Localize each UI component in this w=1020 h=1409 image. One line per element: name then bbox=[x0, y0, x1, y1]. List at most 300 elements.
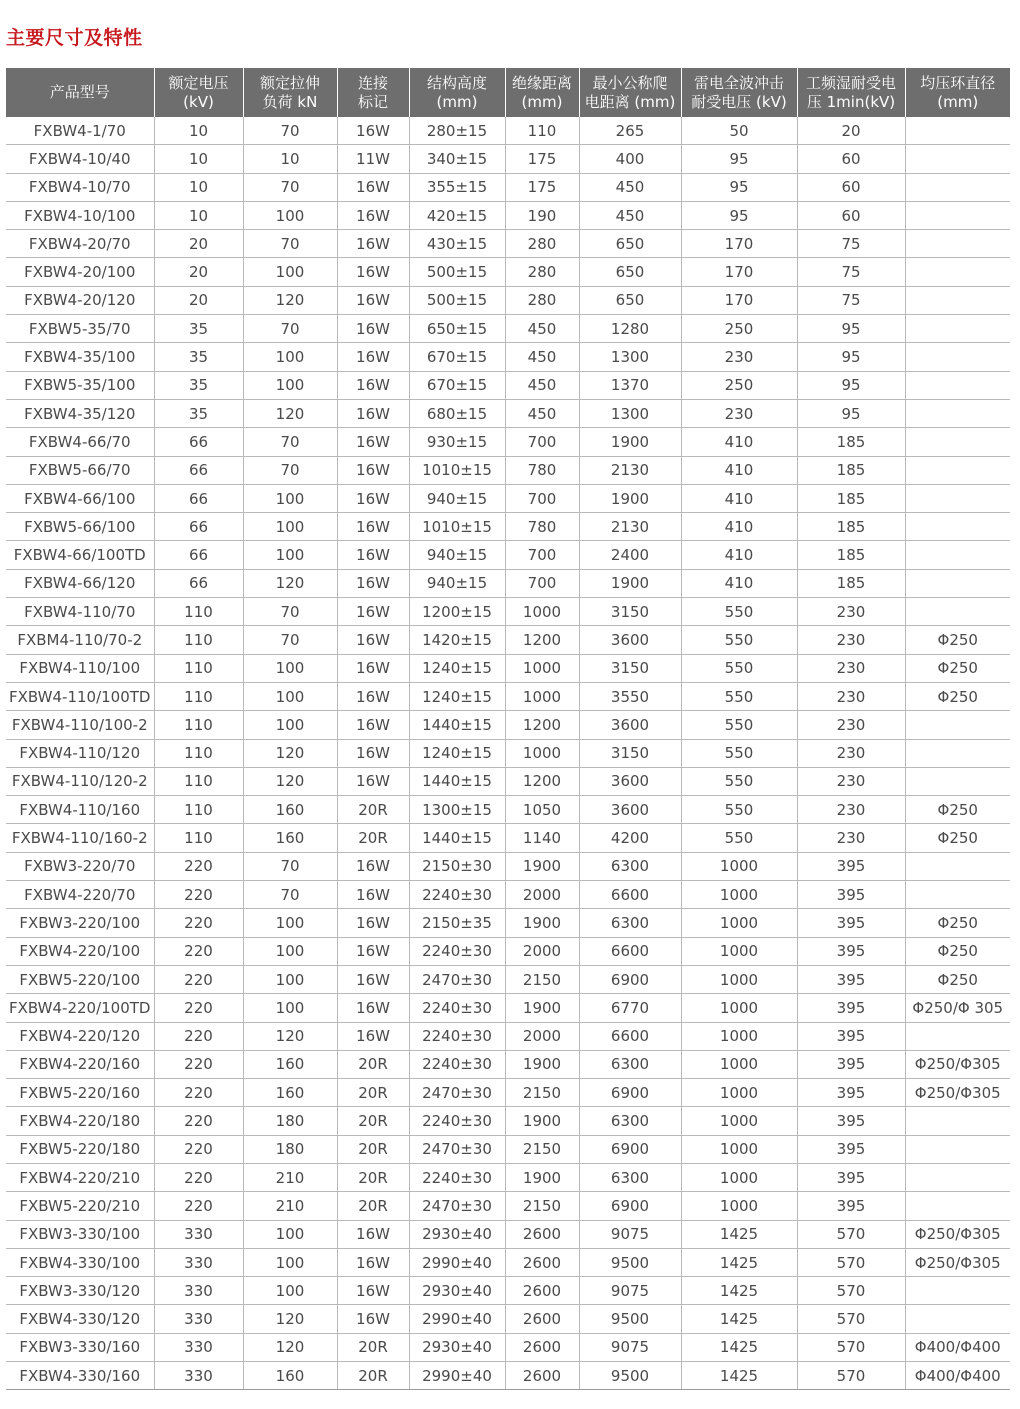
table-cell: 1300±15 bbox=[409, 796, 505, 824]
table-cell: 2600 bbox=[505, 1362, 579, 1390]
model-cell: FXBW3-220/70 bbox=[6, 852, 154, 880]
table-cell: 95 bbox=[797, 371, 905, 399]
table-row bbox=[6, 1333, 1010, 1361]
table-cell: 570 bbox=[797, 1277, 905, 1305]
table-cell: 66 bbox=[154, 569, 243, 597]
table-cell: 220 bbox=[154, 1022, 243, 1050]
table-cell: 16W bbox=[337, 201, 409, 229]
table-cell bbox=[905, 767, 1010, 795]
table-cell: 16W bbox=[337, 343, 409, 371]
table-row bbox=[6, 626, 1010, 654]
table-row bbox=[6, 541, 1010, 569]
column-header bbox=[337, 68, 409, 117]
table-cell bbox=[905, 145, 1010, 173]
column-header bbox=[579, 68, 681, 117]
table-cell: 330 bbox=[154, 1220, 243, 1248]
table-cell: 220 bbox=[154, 937, 243, 965]
table-cell: 1300 bbox=[579, 343, 681, 371]
table-cell: 650 bbox=[579, 258, 681, 286]
table-cell: 1000 bbox=[681, 881, 797, 909]
table-row bbox=[6, 230, 1010, 258]
column-header-line: (mm) bbox=[937, 92, 979, 111]
table-cell: 70 bbox=[243, 881, 337, 909]
column-header bbox=[154, 68, 243, 117]
table-cell: 450 bbox=[505, 343, 579, 371]
table-row bbox=[6, 513, 1010, 541]
column-header bbox=[905, 68, 1010, 117]
table-header bbox=[6, 68, 1010, 117]
column-header bbox=[681, 68, 797, 117]
column-header-line: 绝缘距离 bbox=[511, 73, 572, 92]
table-cell: 330 bbox=[154, 1248, 243, 1276]
table-cell: 95 bbox=[681, 145, 797, 173]
model-cell: FXBW4-66/100TD bbox=[6, 541, 154, 569]
table-cell: 2930±40 bbox=[409, 1220, 505, 1248]
table-cell: 66 bbox=[154, 456, 243, 484]
table-cell: 1000 bbox=[505, 598, 579, 626]
table-cell: 230 bbox=[797, 796, 905, 824]
table-cell: 6300 bbox=[579, 852, 681, 880]
table-cell: 2150 bbox=[505, 1192, 579, 1220]
table-cell: 16W bbox=[337, 117, 409, 145]
table-cell bbox=[905, 569, 1010, 597]
table-cell: Φ400/Φ400 bbox=[905, 1362, 1010, 1390]
table-cell: 2990±40 bbox=[409, 1362, 505, 1390]
table-cell bbox=[905, 1107, 1010, 1135]
table-cell: 2600 bbox=[505, 1333, 579, 1361]
table-row bbox=[6, 739, 1010, 767]
table-row bbox=[6, 965, 1010, 993]
table-cell: 210 bbox=[243, 1163, 337, 1191]
model-cell: FXBW5-35/100 bbox=[6, 371, 154, 399]
table-cell bbox=[905, 173, 1010, 201]
table-cell: 16W bbox=[337, 1220, 409, 1248]
table-cell: 1900 bbox=[505, 1050, 579, 1078]
table-cell: 16W bbox=[337, 654, 409, 682]
model-cell: FXBW5-66/100 bbox=[6, 513, 154, 541]
table-cell: 110 bbox=[154, 626, 243, 654]
table-cell: 650 bbox=[579, 230, 681, 258]
table-cell: 20 bbox=[154, 286, 243, 314]
model-cell: FXBW4-66/100 bbox=[6, 484, 154, 512]
table-row bbox=[6, 315, 1010, 343]
table-cell: 550 bbox=[681, 654, 797, 682]
table-cell: 70 bbox=[243, 428, 337, 456]
table-cell: 230 bbox=[797, 654, 905, 682]
table-row bbox=[6, 484, 1010, 512]
table-cell: 100 bbox=[243, 937, 337, 965]
table-cell bbox=[905, 230, 1010, 258]
table-cell: 670±15 bbox=[409, 371, 505, 399]
table-cell: 2930±40 bbox=[409, 1333, 505, 1361]
table-cell: 1000 bbox=[681, 965, 797, 993]
table-row bbox=[6, 456, 1010, 484]
table-cell: 20R bbox=[337, 1163, 409, 1191]
table-cell bbox=[905, 201, 1010, 229]
table-cell: 100 bbox=[243, 654, 337, 682]
table-cell: 110 bbox=[154, 682, 243, 710]
table-cell: 6300 bbox=[579, 1050, 681, 1078]
table-cell: 100 bbox=[243, 1220, 337, 1248]
table-cell: 16W bbox=[337, 399, 409, 427]
table-cell: 3600 bbox=[579, 796, 681, 824]
table-cell: 1420±15 bbox=[409, 626, 505, 654]
table-cell: 20 bbox=[154, 258, 243, 286]
table-cell: 1000 bbox=[681, 1192, 797, 1220]
column-header-line: (mm) bbox=[436, 92, 478, 111]
table-cell: 20R bbox=[337, 824, 409, 852]
model-cell: FXBW4-220/180 bbox=[6, 1107, 154, 1135]
table-cell: 35 bbox=[154, 315, 243, 343]
model-cell: FXBW5-66/70 bbox=[6, 456, 154, 484]
table-cell: 3550 bbox=[579, 682, 681, 710]
model-cell: FXBW4-1/70 bbox=[6, 117, 154, 145]
table-cell: 2000 bbox=[505, 937, 579, 965]
model-cell: FXBW4-330/100 bbox=[6, 1248, 154, 1276]
table-cell bbox=[905, 117, 1010, 145]
table-cell: 450 bbox=[505, 399, 579, 427]
table-cell: 680±15 bbox=[409, 399, 505, 427]
table-cell bbox=[905, 598, 1010, 626]
table-cell: 95 bbox=[681, 201, 797, 229]
column-header-line: 连接 bbox=[357, 73, 388, 92]
table-cell: 700 bbox=[505, 541, 579, 569]
model-cell: FXBW3-330/100 bbox=[6, 1220, 154, 1248]
table-cell: 100 bbox=[243, 909, 337, 937]
model-cell: FXBW4-10/70 bbox=[6, 173, 154, 201]
table-cell: 6300 bbox=[579, 909, 681, 937]
table-cell: 185 bbox=[797, 569, 905, 597]
table-row bbox=[6, 937, 1010, 965]
table-cell: 1000 bbox=[681, 909, 797, 937]
table-cell bbox=[905, 1305, 1010, 1333]
table-cell: 16W bbox=[337, 230, 409, 258]
table-cell: 20R bbox=[337, 796, 409, 824]
table-cell: 170 bbox=[681, 230, 797, 258]
table-cell: 1000 bbox=[681, 852, 797, 880]
model-cell: FXBW4-20/120 bbox=[6, 286, 154, 314]
table-cell: 6900 bbox=[579, 1192, 681, 1220]
table-cell: 2130 bbox=[579, 513, 681, 541]
table-cell: 2240±30 bbox=[409, 1163, 505, 1191]
table-cell: 1000 bbox=[681, 1107, 797, 1135]
table-cell: 16W bbox=[337, 852, 409, 880]
table-cell bbox=[905, 1192, 1010, 1220]
table-cell: 570 bbox=[797, 1305, 905, 1333]
table-cell: 120 bbox=[243, 767, 337, 795]
table-cell: 180 bbox=[243, 1135, 337, 1163]
table-cell: Φ250/Φ305 bbox=[905, 1050, 1010, 1078]
table-cell: 60 bbox=[797, 145, 905, 173]
table-cell: 1425 bbox=[681, 1220, 797, 1248]
table-cell: 410 bbox=[681, 456, 797, 484]
model-cell: FXBW5-220/180 bbox=[6, 1135, 154, 1163]
table-cell: 2990±40 bbox=[409, 1248, 505, 1276]
column-header-line: 结构高度 bbox=[426, 73, 487, 92]
table-cell: 930±15 bbox=[409, 428, 505, 456]
table-cell: 1000 bbox=[505, 739, 579, 767]
table-cell: Φ250 bbox=[905, 626, 1010, 654]
table-cell: 2000 bbox=[505, 1022, 579, 1050]
table-cell: 70 bbox=[243, 456, 337, 484]
table-cell: 220 bbox=[154, 909, 243, 937]
table-cell: 110 bbox=[154, 654, 243, 682]
model-cell: FXBW4-110/100-2 bbox=[6, 711, 154, 739]
table-cell: 170 bbox=[681, 286, 797, 314]
table-cell: 1200 bbox=[505, 767, 579, 795]
table-cell: 100 bbox=[243, 484, 337, 512]
table-cell: 1440±15 bbox=[409, 767, 505, 795]
model-cell: FXBW5-35/70 bbox=[6, 315, 154, 343]
table-cell: 2470±30 bbox=[409, 1079, 505, 1107]
table-cell: 2240±30 bbox=[409, 881, 505, 909]
table-cell bbox=[905, 343, 1010, 371]
table-cell: 20R bbox=[337, 1135, 409, 1163]
table-cell: 550 bbox=[681, 711, 797, 739]
table-cell: 16W bbox=[337, 569, 409, 597]
table-cell: 2600 bbox=[505, 1305, 579, 1333]
table-cell: 280±15 bbox=[409, 117, 505, 145]
table-row bbox=[6, 1305, 1010, 1333]
model-cell: FXBW4-220/100TD bbox=[6, 994, 154, 1022]
table-row bbox=[6, 1362, 1010, 1390]
table-cell: 2470±30 bbox=[409, 1192, 505, 1220]
table-cell bbox=[905, 371, 1010, 399]
table-cell: 16W bbox=[337, 258, 409, 286]
table-cell: 16W bbox=[337, 315, 409, 343]
table-cell: 395 bbox=[797, 1107, 905, 1135]
table-cell: 550 bbox=[681, 767, 797, 795]
table-cell: 220 bbox=[154, 881, 243, 909]
table-row bbox=[6, 654, 1010, 682]
table-cell: 20 bbox=[797, 117, 905, 145]
table-cell: 95 bbox=[797, 343, 905, 371]
table-cell: 185 bbox=[797, 428, 905, 456]
table-cell: 395 bbox=[797, 937, 905, 965]
table-cell: 570 bbox=[797, 1220, 905, 1248]
table-cell: 395 bbox=[797, 852, 905, 880]
table-cell: Φ250 bbox=[905, 682, 1010, 710]
table-cell: 185 bbox=[797, 456, 905, 484]
table-row bbox=[6, 201, 1010, 229]
table-cell: 2150 bbox=[505, 1079, 579, 1107]
table-cell: 700 bbox=[505, 484, 579, 512]
table-cell bbox=[905, 315, 1010, 343]
table-cell bbox=[905, 484, 1010, 512]
table-cell: 230 bbox=[797, 739, 905, 767]
table-cell: 330 bbox=[154, 1277, 243, 1305]
model-cell: FXBW4-220/100 bbox=[6, 937, 154, 965]
table-cell: 120 bbox=[243, 399, 337, 427]
table-cell bbox=[905, 1135, 1010, 1163]
table-cell: 1425 bbox=[681, 1248, 797, 1276]
table-cell: 16W bbox=[337, 1248, 409, 1276]
table-row bbox=[6, 1050, 1010, 1078]
table-cell: 2150 bbox=[505, 965, 579, 993]
column-header-line: 负荷 kN bbox=[262, 92, 318, 111]
table-cell: 395 bbox=[797, 994, 905, 1022]
table-cell: 1425 bbox=[681, 1362, 797, 1390]
table-cell: 2240±30 bbox=[409, 994, 505, 1022]
table-cell: 16W bbox=[337, 598, 409, 626]
table-cell: 2240±30 bbox=[409, 1022, 505, 1050]
table-cell: 20R bbox=[337, 1192, 409, 1220]
table-cell: 1010±15 bbox=[409, 513, 505, 541]
table-cell: 1440±15 bbox=[409, 711, 505, 739]
table-cell: 570 bbox=[797, 1362, 905, 1390]
table-cell: Φ250/Φ 305 bbox=[905, 994, 1010, 1022]
table-cell: 395 bbox=[797, 1050, 905, 1078]
table-cell: 395 bbox=[797, 1135, 905, 1163]
table-cell bbox=[905, 1022, 1010, 1050]
table-cell: 2130 bbox=[579, 456, 681, 484]
table-cell: 100 bbox=[243, 513, 337, 541]
model-cell: FXBW4-110/120 bbox=[6, 739, 154, 767]
table-cell: 50 bbox=[681, 117, 797, 145]
table-cell: 3600 bbox=[579, 767, 681, 795]
table-cell: 395 bbox=[797, 909, 905, 937]
table-cell: 95 bbox=[681, 173, 797, 201]
model-cell: FXBW4-330/160 bbox=[6, 1362, 154, 1390]
table-cell: 6300 bbox=[579, 1163, 681, 1191]
model-cell: FXBW4-220/70 bbox=[6, 881, 154, 909]
table-cell: 330 bbox=[154, 1333, 243, 1361]
table-cell: 1000 bbox=[681, 937, 797, 965]
model-cell: FXBW4-10/40 bbox=[6, 145, 154, 173]
table-cell: 340±15 bbox=[409, 145, 505, 173]
table-cell: 500±15 bbox=[409, 286, 505, 314]
table-cell: 1900 bbox=[579, 484, 681, 512]
spec-table bbox=[6, 68, 1010, 1390]
table-cell: 650±15 bbox=[409, 315, 505, 343]
table-cell: 66 bbox=[154, 513, 243, 541]
table-cell bbox=[905, 456, 1010, 484]
table-cell: 1370 bbox=[579, 371, 681, 399]
table-cell bbox=[905, 881, 1010, 909]
table-row bbox=[6, 682, 1010, 710]
table-cell: 10 bbox=[154, 117, 243, 145]
table-cell: 220 bbox=[154, 1135, 243, 1163]
table-cell: 400 bbox=[579, 145, 681, 173]
table-row bbox=[6, 881, 1010, 909]
table-cell: 2400 bbox=[579, 541, 681, 569]
table-cell: 280 bbox=[505, 286, 579, 314]
model-cell: FXBM4-110/70-2 bbox=[6, 626, 154, 654]
table-cell: 160 bbox=[243, 796, 337, 824]
table-cell: 210 bbox=[243, 1192, 337, 1220]
table-cell: 60 bbox=[797, 201, 905, 229]
table-row bbox=[6, 1079, 1010, 1107]
table-cell: 16W bbox=[337, 1277, 409, 1305]
table-cell: 700 bbox=[505, 569, 579, 597]
table-cell: 20R bbox=[337, 1333, 409, 1361]
table-row bbox=[6, 852, 1010, 880]
table-row bbox=[6, 1135, 1010, 1163]
table-cell: 9075 bbox=[579, 1277, 681, 1305]
table-cell: 230 bbox=[681, 399, 797, 427]
model-cell: FXBW4-220/120 bbox=[6, 1022, 154, 1050]
column-header-line: 压 1min(kV) bbox=[806, 92, 896, 111]
table-cell: 16W bbox=[337, 711, 409, 739]
table-cell: 6770 bbox=[579, 994, 681, 1022]
table-row bbox=[6, 399, 1010, 427]
table-cell: 420±15 bbox=[409, 201, 505, 229]
column-header-line: 雷电全波冲击 bbox=[693, 73, 784, 92]
column-header bbox=[409, 68, 505, 117]
table-cell: 1900 bbox=[505, 852, 579, 880]
column-header-line: 耐受电压 (kV) bbox=[691, 92, 787, 111]
table-cell: 100 bbox=[243, 371, 337, 399]
table-cell: 1900 bbox=[505, 1163, 579, 1191]
table-cell: 160 bbox=[243, 1362, 337, 1390]
table-cell: 110 bbox=[154, 711, 243, 739]
model-cell: FXBW4-110/120-2 bbox=[6, 767, 154, 795]
table-cell: 280 bbox=[505, 258, 579, 286]
table-cell: 75 bbox=[797, 258, 905, 286]
table-cell: 700 bbox=[505, 428, 579, 456]
table-cell: 1000 bbox=[681, 994, 797, 1022]
table-cell: 16W bbox=[337, 682, 409, 710]
table-cell: 6600 bbox=[579, 937, 681, 965]
table-cell: 230 bbox=[797, 626, 905, 654]
table-cell: Φ250/Φ305 bbox=[905, 1248, 1010, 1276]
table-cell: 185 bbox=[797, 484, 905, 512]
table-cell: 1300 bbox=[579, 399, 681, 427]
table-cell: 280 bbox=[505, 230, 579, 258]
model-cell: FXBW3-220/100 bbox=[6, 909, 154, 937]
table-row bbox=[6, 1107, 1010, 1135]
table-cell bbox=[905, 541, 1010, 569]
table-cell: 66 bbox=[154, 484, 243, 512]
table-cell: 1000 bbox=[681, 1050, 797, 1078]
table-cell: 120 bbox=[243, 569, 337, 597]
model-cell: FXBW4-20/100 bbox=[6, 258, 154, 286]
table-cell: 70 bbox=[243, 230, 337, 258]
table-cell: 16W bbox=[337, 1022, 409, 1050]
table-cell: 1440±15 bbox=[409, 824, 505, 852]
table-cell: 2240±30 bbox=[409, 1107, 505, 1135]
table-cell: 175 bbox=[505, 173, 579, 201]
table-cell: 10 bbox=[154, 201, 243, 229]
table-cell: 20R bbox=[337, 1107, 409, 1135]
table-cell: 120 bbox=[243, 286, 337, 314]
table-cell: 66 bbox=[154, 428, 243, 456]
column-header-line: (kV) bbox=[183, 92, 214, 111]
table-cell bbox=[905, 399, 1010, 427]
table-cell: 220 bbox=[154, 994, 243, 1022]
table-cell: 120 bbox=[243, 1305, 337, 1333]
table-cell: 1000 bbox=[681, 1079, 797, 1107]
table-row bbox=[6, 1220, 1010, 1248]
table-cell: 550 bbox=[681, 626, 797, 654]
table-cell: Φ250 bbox=[905, 965, 1010, 993]
column-header bbox=[505, 68, 579, 117]
column-header bbox=[797, 68, 905, 117]
table-row bbox=[6, 117, 1010, 145]
table-cell: 430±15 bbox=[409, 230, 505, 258]
table-cell: 230 bbox=[797, 598, 905, 626]
table-cell: 230 bbox=[797, 824, 905, 852]
table-row bbox=[6, 1192, 1010, 1220]
table-cell: 3150 bbox=[579, 598, 681, 626]
table-cell: 6600 bbox=[579, 881, 681, 909]
table-row bbox=[6, 598, 1010, 626]
model-cell: FXBW5-220/100 bbox=[6, 965, 154, 993]
column-header-line: 产品型号 bbox=[49, 83, 110, 101]
table-cell: 410 bbox=[681, 484, 797, 512]
column-header-line: (mm) bbox=[521, 92, 563, 111]
header-row bbox=[6, 68, 1010, 117]
